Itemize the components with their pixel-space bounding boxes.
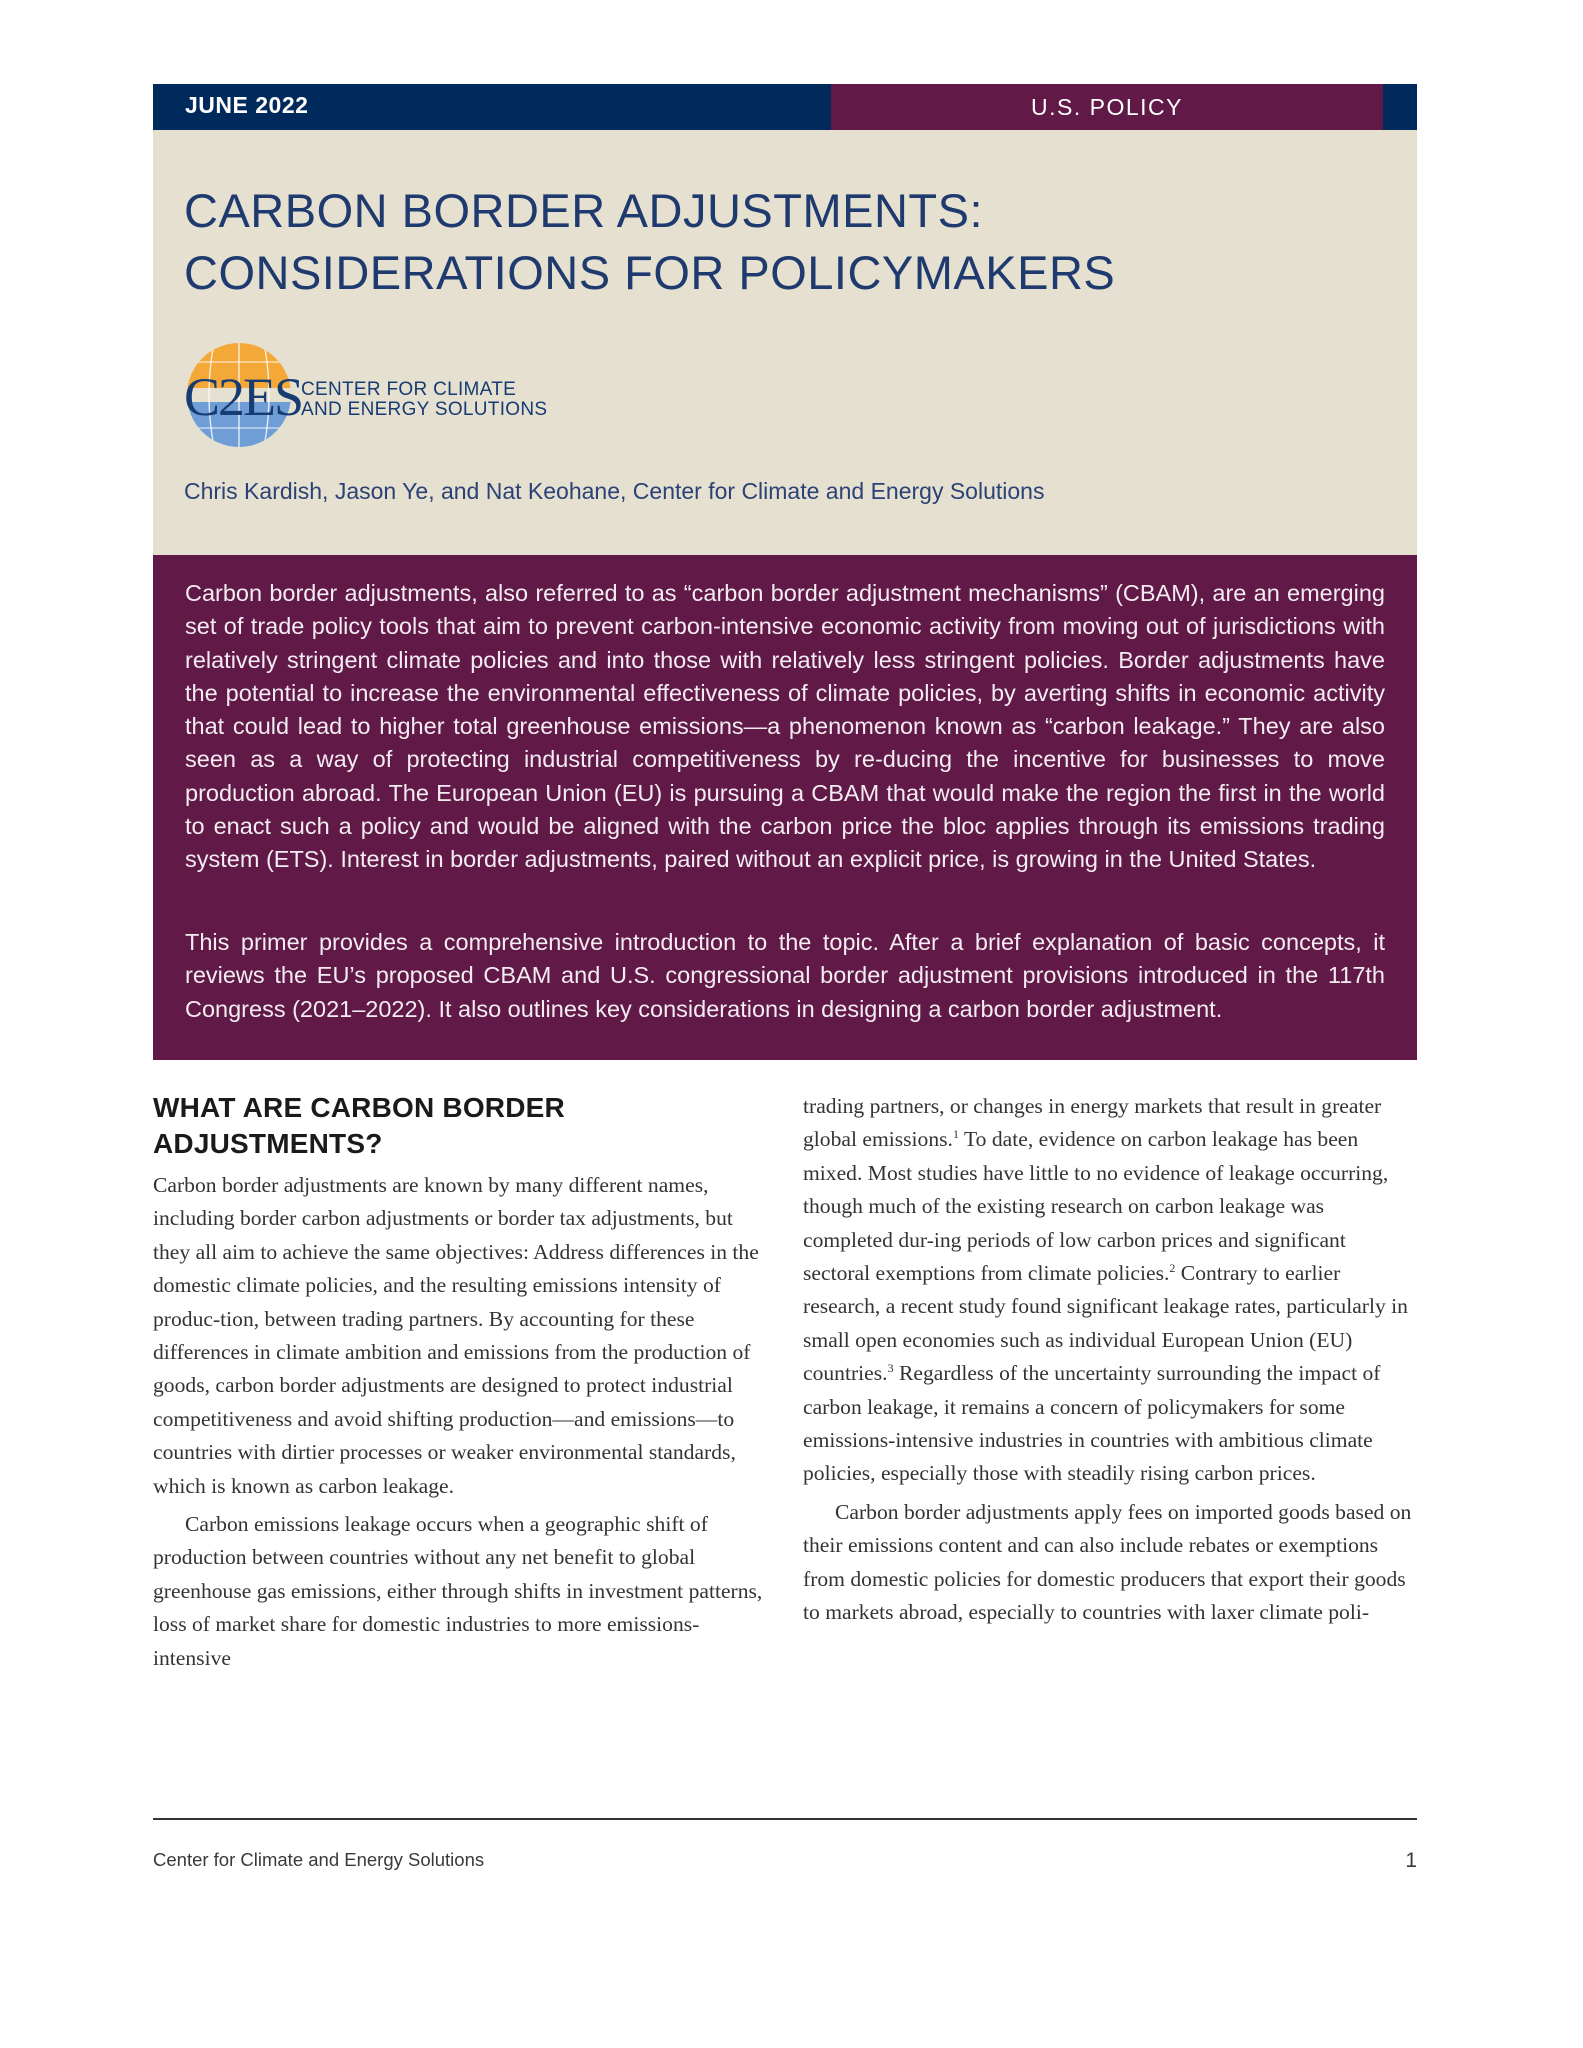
title-line-2: CONSIDERATIONS FOR POLICYMAKERS xyxy=(184,246,1116,299)
body-text: trading partners, or changes in energy markets that result in greater global emissions. xyxy=(803,1094,1382,1152)
header-band xyxy=(153,84,1417,130)
section-heading-line-2: ADJUSTMENTS? xyxy=(153,1128,383,1159)
footer-organization: Center for Climate and Energy Solutions xyxy=(153,1849,485,1870)
body-paragraph xyxy=(803,1090,1417,1491)
logo-line-2: AND ENERGY SOLUTIONS xyxy=(301,399,548,420)
footnote-ref[interactable]: 1 xyxy=(952,1127,959,1142)
page-title xyxy=(184,180,1115,304)
page-number: 1 xyxy=(1405,1849,1417,1872)
category-label: U.S. POLICY xyxy=(1031,94,1183,120)
author-byline: Chris Kardish, Jason Ye, and Nat Keohane, Center for Climate and Energy Solutions xyxy=(184,478,1045,504)
body-paragraph: Carbon border adjustments apply fees on imported goods based on their emissions content and can also include rebates or exemptions from domestic policies for domestic producers that export their goods to markets abroad, especially to countries with laxer climate poli- xyxy=(803,1499,1412,1625)
body-text: Regardless of the uncertainty surrounding the impact of carbon leakage, it remains a concern of policymakers for some emissions-intensive industries in countries with ambitious climate policies, especially those with steadily rising carbon prices. xyxy=(803,1361,1381,1486)
summary-paragraph-2: This primer provides a comprehensive introduction to the topic. After a brief explanation of basic concepts, it reviews the EU’s proposed CBAM and U.S. congressional border adjustment provisions introduced in the 117th Congress (2021–2022). It also outlines key considerations in designing a carbon border adjustment. xyxy=(185,929,1385,1022)
body-text: Contrary to earlier research, a recent study found significant leakage rates, particularly in small open economies such as individual European Union (EU) countries. xyxy=(803,1261,1408,1386)
body-paragraph: Carbon border adjustments are known by many different names, including border carbon adjustments or border tax adjustments, but they all aim to achieve the same objectives: Address differences in the domestic climate policies, and the resulting emissions intensity of produc-tion, between trading partners. By accounting for these differences in climate ambition and emissions from the production of goods, carbon border adjustments are designed to protect industrial competitiveness and avoid shifting production—and emissions—to countries with dirtier processes or weaker environmental standards, which is known as carbon leakage. xyxy=(153,1173,759,1498)
footer-divider xyxy=(153,1818,1417,1820)
body-column-left xyxy=(153,1090,773,1675)
body-text: To date, evidence on carbon leakage has been mixed. Most studies have little to no evidence of leakage occurring, though much of the existing research on carbon leakage was completed dur-ing periods of low carbon prices and significant sectoral exemptions from climate policies. xyxy=(803,1127,1389,1286)
publication-date: JUNE 2022 xyxy=(185,92,309,118)
c2es-logo xyxy=(184,340,604,450)
logo-line-1: CENTER FOR CLIMATE xyxy=(301,379,517,400)
section-heading xyxy=(153,1090,773,1162)
logo-mark: C2ES xyxy=(184,367,303,427)
body-column-right xyxy=(803,1090,1417,1630)
body-paragraph: Carbon emissions leakage occurs when a geographic shift of production between countries without any net benefit to global greenhouse gas emissions, either through shifts in investment patterns, loss of market share for domestic industries to more emissions-intensive xyxy=(153,1512,763,1670)
footnote-ref[interactable]: 2 xyxy=(1169,1260,1176,1275)
footnote-ref[interactable]: 3 xyxy=(887,1361,894,1376)
category-tag xyxy=(831,84,1383,130)
section-heading-line-1: WHAT ARE CARBON BORDER xyxy=(153,1092,565,1123)
summary-paragraph-1: Carbon border adjustments, also referred to as “carbon border adjustment mechanisms” (CBAM), are an emerging set of trade policy tools that aim to prevent carbon-intensive economic activity from moving out of jurisdictions with relatively stringent climate policies and into those with relatively less stringent policies. Border adjustments have the potential to increase the environmental effectiveness of climate policies, by averting shifts in economic activity that could lead to higher total greenhouse emissions—a phenomenon known as “carbon leakage.” They are also seen as a way of protecting industrial competitiveness by re-ducing the incentive for businesses to move production abroad. The European Union (EU) is pursuing a CBAM that would make the region the first in the world to enact such a policy and would be aligned with the carbon price the bloc applies through its emissions trading system (ETS). Interest in border adjustments, paired without an explicit price, is growing in the United States. xyxy=(185,580,1385,873)
logo-wordmark xyxy=(301,380,547,420)
summary-box xyxy=(153,555,1417,1060)
title-panel xyxy=(153,130,1417,555)
title-line-1: CARBON BORDER ADJUSTMENTS: xyxy=(184,184,984,237)
